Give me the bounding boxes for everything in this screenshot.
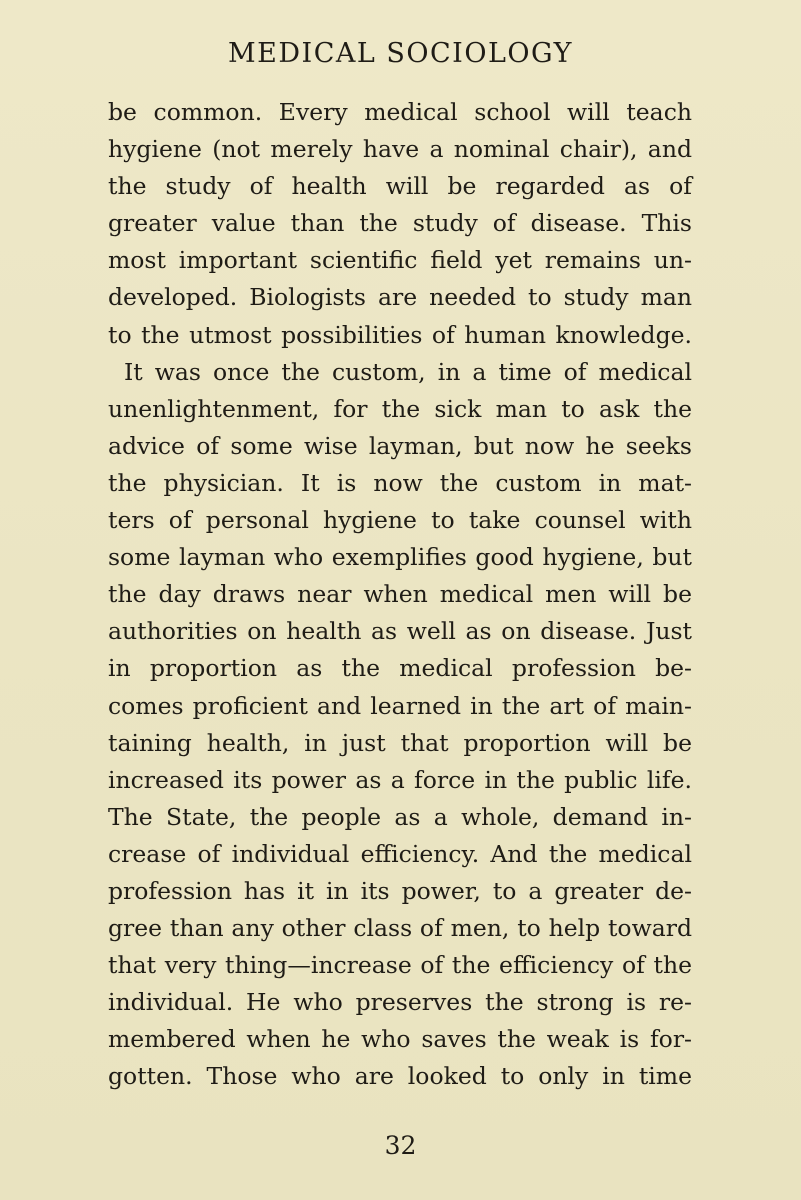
text-line: individual. He who preserves the strong is re-: [108, 988, 692, 1017]
text-line: developed. Biologists are needed to study man: [108, 283, 692, 312]
text-line: some layman who exemplifies good hygiene, but: [108, 543, 692, 572]
text-line: to the utmost possibilities of human knowledge.: [108, 320, 692, 349]
running-head: MEDICAL SOCIOLOGY: [228, 38, 573, 69]
text-line: the day draws near when medical men will be: [108, 580, 692, 609]
body-text: [108, 94, 692, 1096]
text-line: membered when he who saves the weak is for-: [108, 1025, 692, 1054]
text-line: increased its power as a force in the public life.: [108, 765, 692, 794]
text-line: hygiene (not merely have a nominal chair), and: [108, 135, 692, 164]
text-line: taining health, in just that proportion will be: [108, 728, 692, 757]
text-line: The State, the people as a whole, demand in-: [108, 802, 692, 831]
text-line: It was once the custom, in a time of medical: [124, 357, 692, 386]
text-line: that very thing—increase of the efficiency of the: [108, 951, 692, 980]
text-line: greater value than the study of disease. This: [108, 209, 692, 238]
text-line: crease of individual efficiency. And the medical: [108, 839, 692, 868]
text-line: be common. Every medical school will teach: [108, 98, 692, 126]
text-line: gotten. Those who are looked to only in time: [108, 1062, 692, 1091]
text-line: the physician. It is now the custom in mat-: [108, 468, 692, 497]
page-number: 32: [384, 1131, 417, 1160]
text-line: profession has it in its power, to a greater de-: [108, 876, 692, 905]
text-line: comes proficient and learned in the art of main-: [108, 691, 692, 720]
text-line: unenlightenment, for the sick man to ask the: [108, 394, 692, 423]
text-line: gree than any other class of men, to help toward: [108, 914, 692, 943]
text-line: in proportion as the medical profession be-: [108, 654, 692, 683]
text-line: most important scientific field yet remains un-: [108, 246, 692, 275]
text-line: ters of personal hygiene to take counsel with: [108, 506, 692, 535]
text-line: authorities on health as well as on disease. Just: [108, 617, 692, 646]
text-line: advice of some wise layman, but now he seeks: [108, 431, 692, 460]
text-line: the study of health will be regarded as of: [108, 172, 692, 201]
